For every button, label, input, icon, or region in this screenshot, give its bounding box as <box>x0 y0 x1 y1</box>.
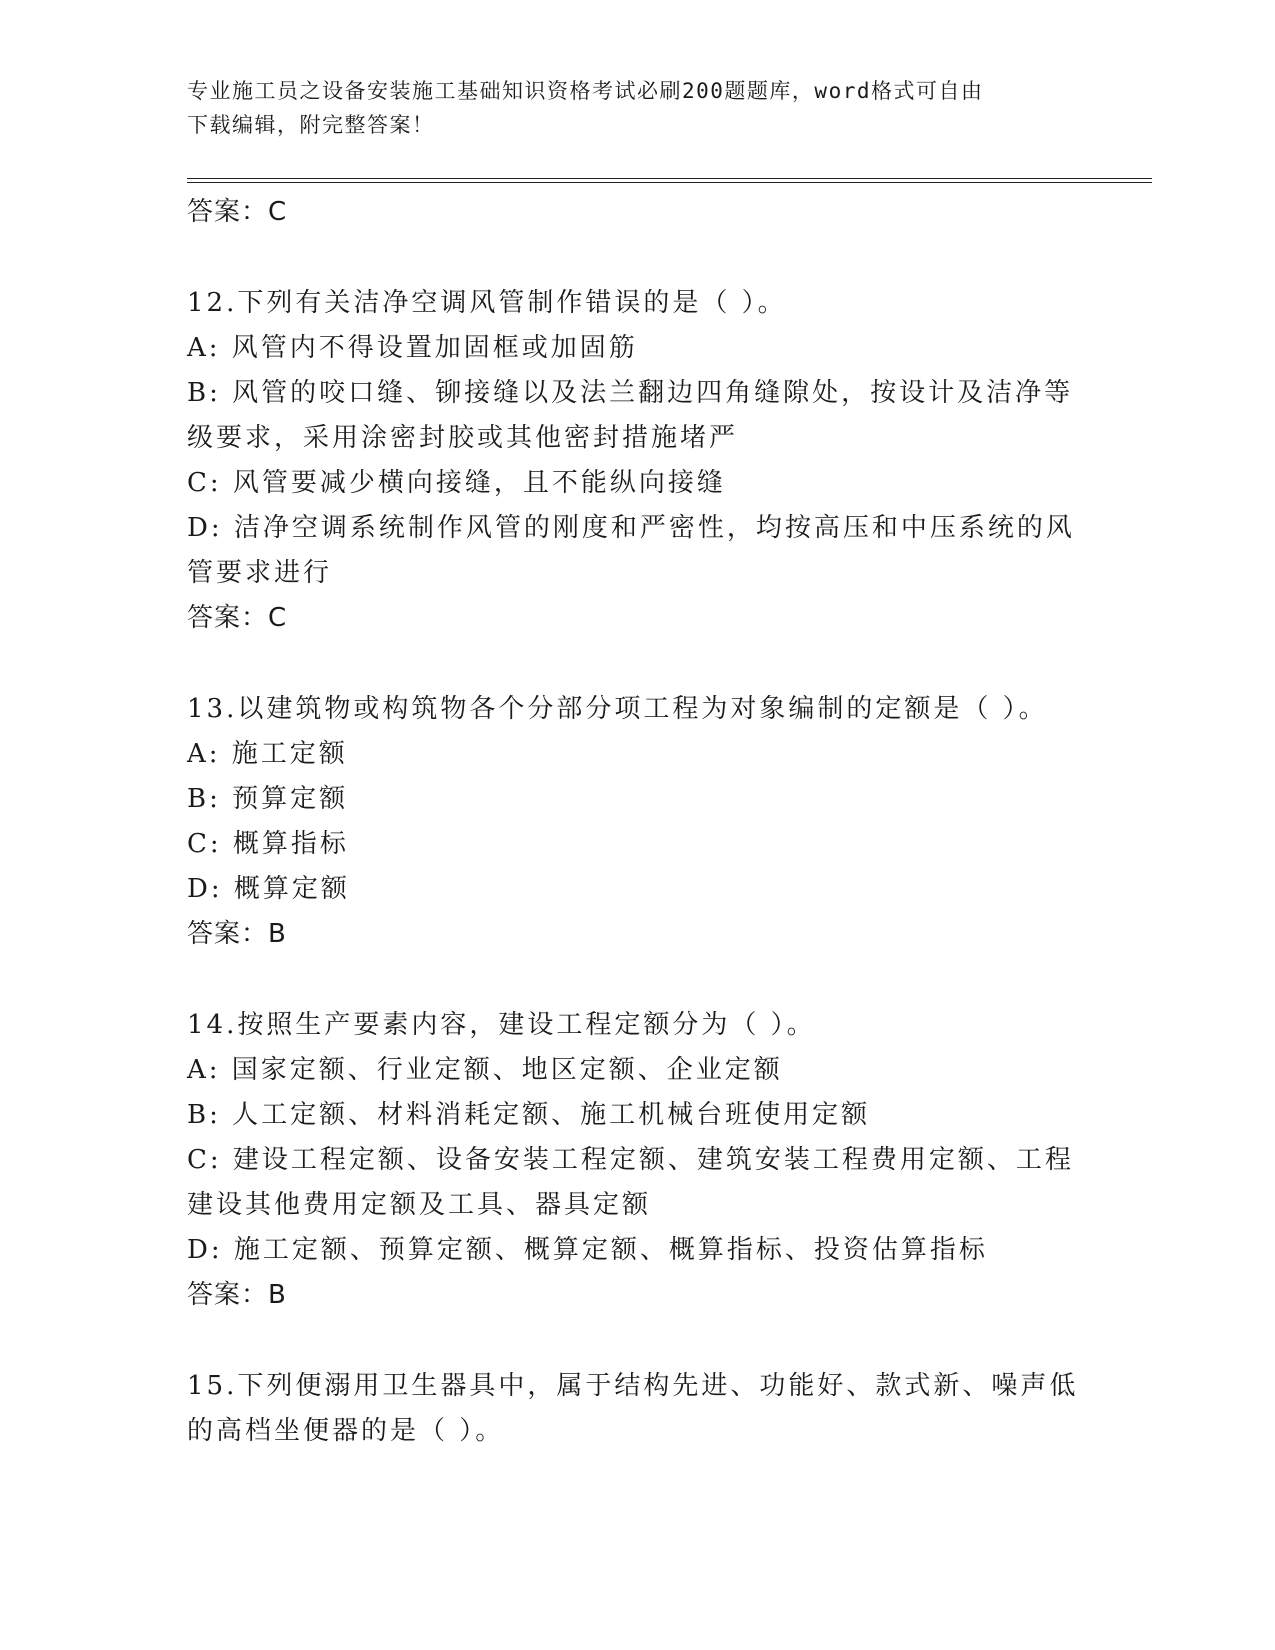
header-line-1: 专业施工员之设备安装施工基础知识资格考试必刷200题题库，word格式可自由 <box>187 79 984 103</box>
header-rule-top <box>187 178 1152 179</box>
option-b-line-1: B: 风管的咬口缝、铆接缝以及法兰翻边四角缝隙处，按设计及洁净等 <box>187 378 1074 408</box>
answer: 答案：B <box>187 919 287 949</box>
question-stem: 12.下列有关洁净空调风管制作错误的是（ ）。 <box>187 288 787 318</box>
option-a: A: 风管内不得设置加固框或加固筋 <box>187 333 638 363</box>
option-b: B: 预算定额 <box>187 784 349 814</box>
spacer <box>187 1318 1067 1364</box>
question-stem: 13.以建筑物或构筑物各个分部分项工程为对象编制的定额是（ ）。 <box>187 694 1048 724</box>
spacer <box>187 641 1067 687</box>
answer: 答案：B <box>187 1280 287 1310</box>
header-line-2: 下载编辑，附完整答案！ <box>187 113 435 137</box>
option-c: C: 概算指标 <box>187 829 349 859</box>
spacer <box>187 957 1067 1003</box>
question-stem: 14.按照生产要素内容，建设工程定额分为（ ）。 <box>187 1010 816 1040</box>
option-b: B: 人工定额、材料消耗定额、施工机械台班使用定额 <box>187 1100 871 1130</box>
question-14 <box>187 1003 1074 1318</box>
option-d: D: 概算定额 <box>187 874 350 904</box>
question-list <box>187 190 1079 1454</box>
option-d-line-2: 管要求进行 <box>187 558 333 588</box>
document-header <box>187 74 1067 142</box>
spacer <box>187 235 1067 281</box>
option-c: C: 风管要减少横向接缝，且不能纵向接缝 <box>187 468 726 498</box>
option-c-line-1: C: 建设工程定额、设备安装工程定额、建筑安装工程费用定额、工程 <box>187 1145 1074 1175</box>
option-c-line-2: 建设其他费用定额及工具、器具定额 <box>187 1190 652 1220</box>
question-12 <box>187 281 1075 641</box>
option-d: D: 施工定额、预算定额、概算定额、概算指标、投资估算指标 <box>187 1235 988 1265</box>
question-15 <box>187 1364 1079 1454</box>
header-rule-bottom <box>187 182 1152 183</box>
question-13 <box>187 687 1067 957</box>
option-d-line-1: D: 洁净空调系统制作风管的刚度和严密性，均按高压和中压系统的风 <box>187 513 1075 543</box>
option-a: A: 国家定额、行业定额、地区定额、企业定额 <box>187 1055 783 1085</box>
question-stem-line-1: 15.下列便溺用卫生器具中，属于结构先进、功能好、款式新、噪声低 <box>187 1371 1079 1401</box>
previous-answer: 答案：C <box>187 197 288 227</box>
answer: 答案：C <box>187 603 288 633</box>
option-b-line-2: 级要求，采用涂密封胶或其他密封措施堵严 <box>187 423 739 453</box>
question-stem-line-2: 的高档坐便器的是（ ）。 <box>187 1416 505 1446</box>
option-a: A: 施工定额 <box>187 739 348 769</box>
